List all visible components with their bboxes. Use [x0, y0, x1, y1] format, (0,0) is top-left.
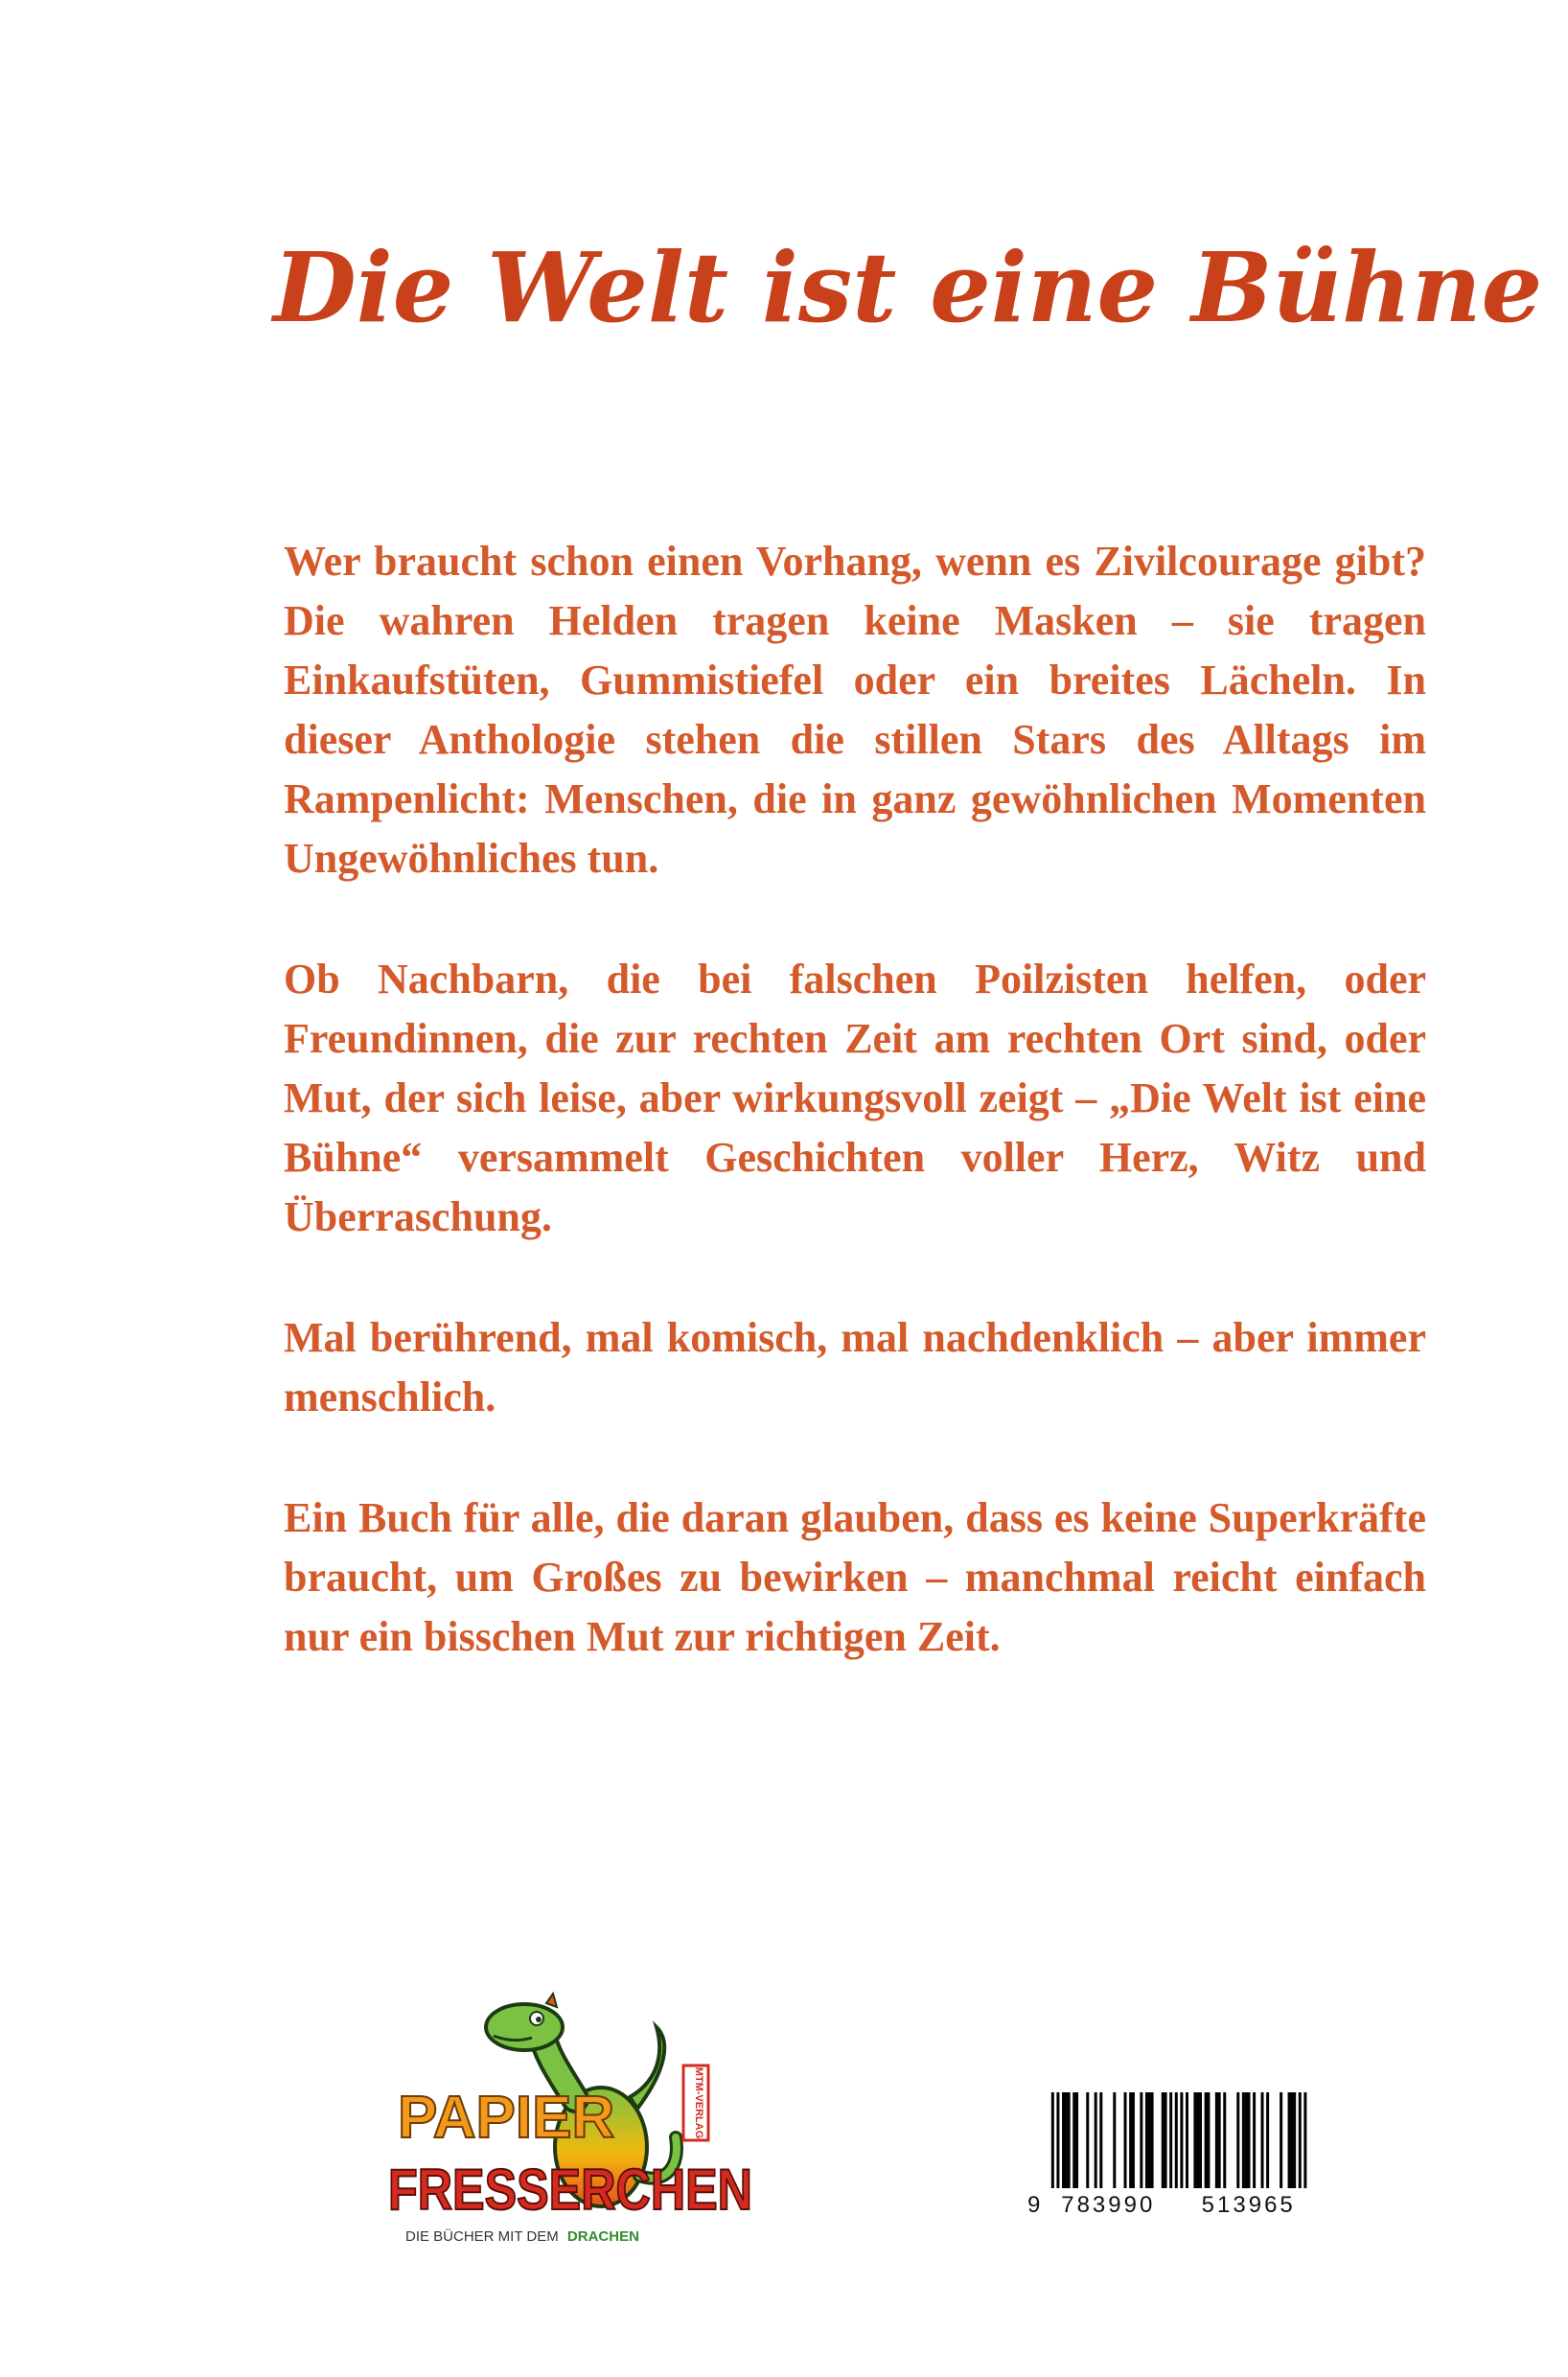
barcode-first-digit: 9 [1027, 2192, 1044, 2218]
barcode-right-group: 513965 [1201, 2192, 1296, 2218]
barcode-bar [1290, 2092, 1293, 2188]
publisher-tagline-prefix: DIE BÜCHER MIT DEM [405, 2228, 559, 2245]
blurb-paragraph-1: Wer braucht schon einen Vorhang, wenn es Zivilcourage gibt? Die wahren Helden tragen keine Masken – sie tragen Einkaufstüten, Gummistiefel oder ein breites Lächeln. In dieser Anthologie stehen die stillen Stars des Alltags im Rampenlicht: Menschen, die in ganz gewöhnlichen Momenten Ungewöhnliches tun. [284, 538, 1426, 882]
blurb-paragraph-3: Mal berührend, mal komisch, mal nachdenklich – aber immer menschlich. [284, 1314, 1426, 1420]
barcode-number [1027, 2192, 1329, 2219]
barcode-bar [1062, 2092, 1065, 2188]
barcode-bar [1247, 2092, 1250, 2188]
barcode-bar [1280, 2092, 1282, 2188]
barcode-bar [1145, 2092, 1148, 2188]
barcode-bar [1242, 2092, 1245, 2188]
barcode-bar [1051, 2092, 1054, 2188]
barcode-bar [1099, 2092, 1102, 2188]
barcode-bar [1266, 2092, 1269, 2188]
barcode-bar [1169, 2092, 1172, 2188]
barcode-bar [1261, 2092, 1264, 2188]
barcode-bar [1065, 2092, 1068, 2188]
barcode-bar [1186, 2092, 1188, 2188]
barcode-bar [1132, 2092, 1135, 2188]
barcode-bar [1253, 2092, 1256, 2188]
barcode-bar [1162, 2092, 1164, 2188]
barcode-bar [1180, 2092, 1183, 2188]
barcode-bar [1148, 2092, 1151, 2188]
barcode-bar [1223, 2092, 1226, 2188]
barcode-bar [1218, 2092, 1221, 2188]
barcode-bar [1303, 2092, 1306, 2188]
barcode-bar [1245, 2092, 1248, 2188]
publisher-name-line2: FRESSERCHEN [388, 2158, 752, 2222]
barcode-bar [1236, 2092, 1239, 2188]
publisher-logo [379, 1994, 762, 2272]
publisher-tagline [405, 2227, 639, 2245]
barcode-bar [1175, 2092, 1178, 2188]
barcode-bar [1205, 2092, 1208, 2188]
blurb-paragraph-2: Ob Nachbarn, die bei falschen Poilzisten helfen, oder Freundinnen, die zur rechten Zeit am rechten Ort sind, oder Mut, der sich leise, aber wirkungsvoll zeigt – „Die Welt ist eine Bühne“ versammelt Geschichten voller Herz, Witz und Überraschung. [284, 956, 1426, 1240]
barcode-bar [1068, 2092, 1071, 2188]
barcode-bar [1299, 2092, 1302, 2188]
publisher-name-line1: PAPIER [398, 2085, 615, 2151]
book-title: Die Welt ist eine Bühne [273, 231, 1543, 344]
blurb [284, 532, 1426, 1667]
barcode-bar [1140, 2092, 1142, 2188]
publisher-tagline-highlight: DRACHEN [566, 2228, 639, 2245]
barcode-bar [1199, 2092, 1202, 2188]
barcode-bar [1095, 2092, 1097, 2188]
svg-text:MTM-VERLAG: MTM-VERLAG [693, 2066, 704, 2139]
barcode-bar [1072, 2092, 1075, 2188]
barcode-bar [1086, 2092, 1089, 2188]
barcode-bar [1124, 2092, 1127, 2188]
publisher-badge [683, 2065, 708, 2140]
blurb-paragraph-4: Ein Buch für alle, die daran glauben, dass es keine Superkräfte braucht, um Großes zu bewirken – manchmal reicht einfach nur ein bisschen Mut zur richtigen Zeit. [284, 1494, 1426, 1660]
barcode-bar [1129, 2092, 1132, 2188]
barcode-bar [1193, 2092, 1196, 2188]
isbn-barcode [1027, 2085, 1329, 2227]
barcode-bar [1288, 2092, 1291, 2188]
barcode-bar [1293, 2092, 1296, 2188]
barcode-bar [1207, 2092, 1210, 2188]
barcode-bar [1056, 2092, 1059, 2188]
barcode-bar [1075, 2092, 1078, 2188]
barcode-bar [1196, 2092, 1199, 2188]
barcode-bar [1113, 2092, 1116, 2188]
barcode-bar [1164, 2092, 1167, 2188]
barcode-left-group: 783990 [1061, 2192, 1156, 2218]
barcode-bar [1151, 2092, 1154, 2188]
barcode-bars [1035, 2092, 1323, 2188]
barcode-bar [1215, 2092, 1218, 2188]
